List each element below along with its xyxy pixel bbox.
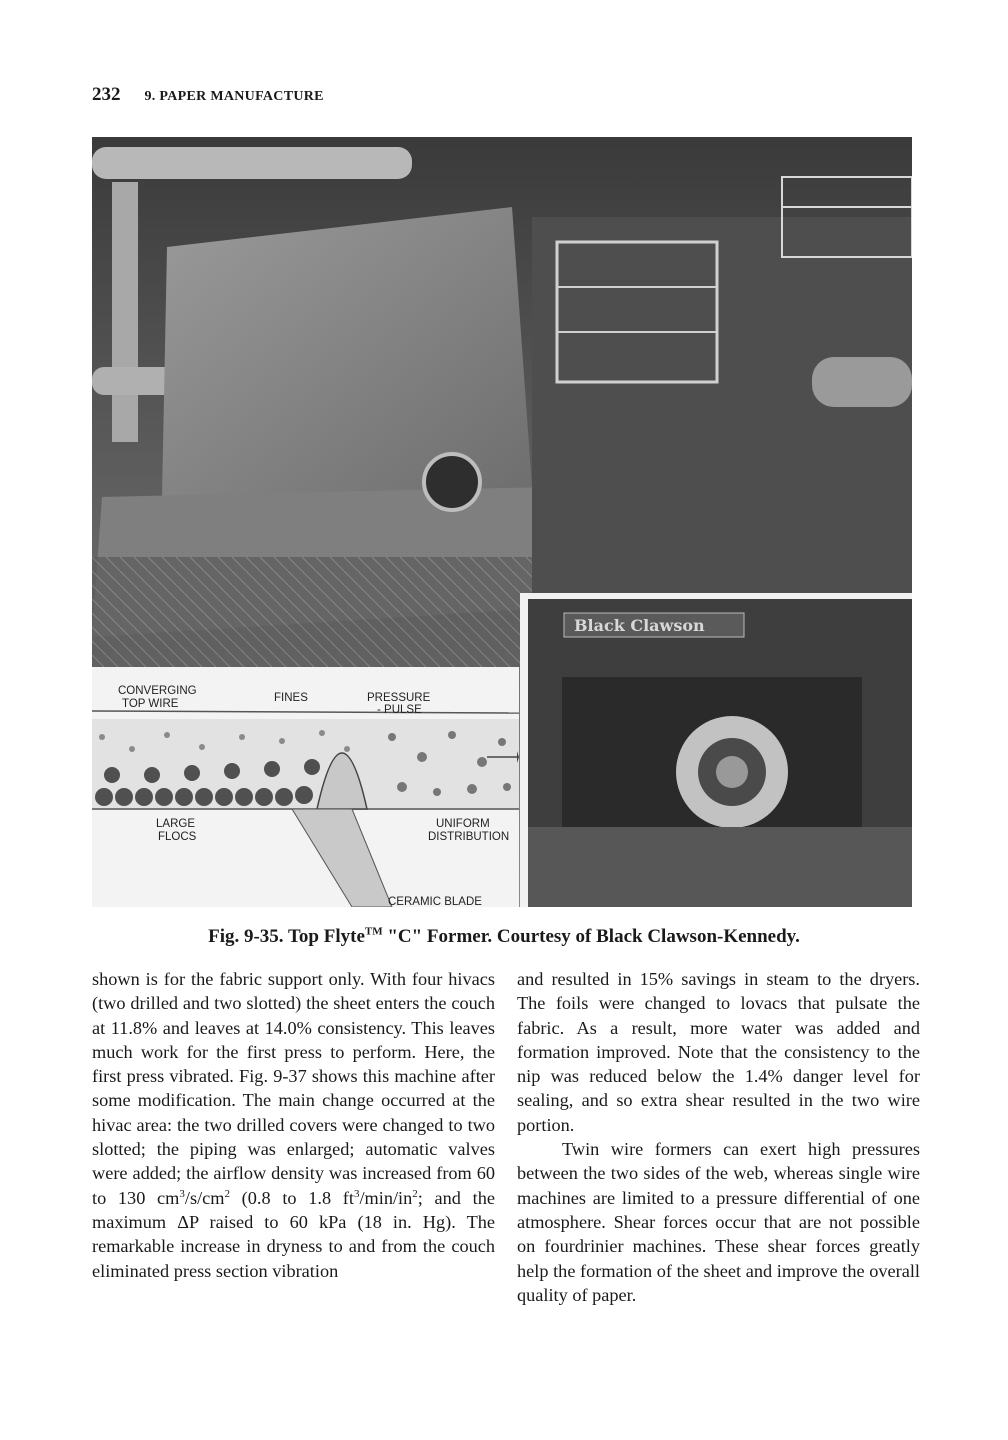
page-header (92, 84, 324, 106)
label-large: LARGE (156, 818, 195, 830)
figure-caption (0, 926, 1008, 948)
figure-illustration (92, 137, 912, 907)
inset-brand-text: Black Clawson (574, 616, 705, 635)
left-text-3: (0.8 to 1.8 ft (229, 1187, 354, 1208)
machine-rail (92, 557, 562, 667)
label-flocs: FLOCS (158, 831, 197, 843)
left-paragraph (92, 967, 495, 1283)
pipe (112, 182, 138, 442)
running-head: 9. PAPER MANUFACTURE (144, 89, 324, 104)
label-distribution: DISTRIBUTION (428, 831, 510, 843)
caption-tm: TM (364, 925, 383, 938)
pipe (92, 147, 412, 179)
right-paragraph-2: Twin wire formers can exert high pressures between the two sides of the web, whereas single wire machines are limited to a pressure differential of one atmosphere. Shear forces occur that are not possible on fourdrinier machines. These shear forces greatly help the formation of the sheet and improve the overall quality of paper. (517, 1139, 920, 1305)
superscript: 2 (412, 1187, 418, 1200)
roll (424, 454, 480, 510)
left-text-2: /s/cm (184, 1187, 225, 1208)
page-number: 232 (92, 84, 121, 105)
caption-label: Fig. 9-35. (208, 926, 284, 947)
label-pressure: PRESSURE (367, 692, 431, 704)
pipe (812, 357, 912, 407)
caption-title-1: Top Flyte (287, 926, 365, 947)
caption-credit: Courtesy of Black Clawson-Kennedy. (496, 926, 800, 947)
left-text-4: /min/in (359, 1187, 413, 1208)
label-pulse: - PULSE (377, 704, 422, 716)
right-paragraph-1: and resulted in 15% savings in steam to the dryers. The foils were changed to lovacs that pulsate the fabric. As a result, more water was added and formation improved. Note that the consistency to the nip was reduced below the 1.4% danger level for sealing, and so extra shear resulted in the two wire portion. (517, 969, 920, 1135)
left-text-1: shown is for the fabric support only. With four hivacs (two drilled and two slotted) the sheet enters the couch at 11.8% and leaves at 14.0% consistency. This leaves much work for the first press to perform. Here, the first press vibrated. Fig. 9-37 shows this machine after some modification. The main change occurred at the hivac area: the two drilled covers were changed to two slotted; the piping was enlarged; automatic valves were added; the airflow density was increased from 60 to 130 cm (92, 969, 495, 1208)
left-column (92, 967, 495, 1283)
left-text-5: ; and the maximum ΔP raised to 60 kPa (18 in. Hg). The remarkable increase in dryness to and from the couch eliminated press section vibration (92, 1187, 495, 1281)
caption-title-2: "C" Former. (382, 926, 493, 947)
right-column (517, 967, 920, 1307)
label-top-wire: TOP WIRE (122, 698, 179, 710)
inset-base (528, 827, 912, 907)
superscript: 2 (224, 1187, 230, 1200)
label-ceramic-blade: CERAMIC BLADE (388, 896, 482, 907)
superscript: 3 (353, 1187, 360, 1200)
paper-sheet (162, 207, 532, 497)
superscript: 3 (179, 1187, 185, 1200)
label-uniform: UNIFORM (436, 818, 490, 830)
label-converging: CONVERGING (118, 685, 197, 697)
label-fines: FINES (274, 692, 308, 704)
figure-photo-composite (92, 137, 912, 907)
